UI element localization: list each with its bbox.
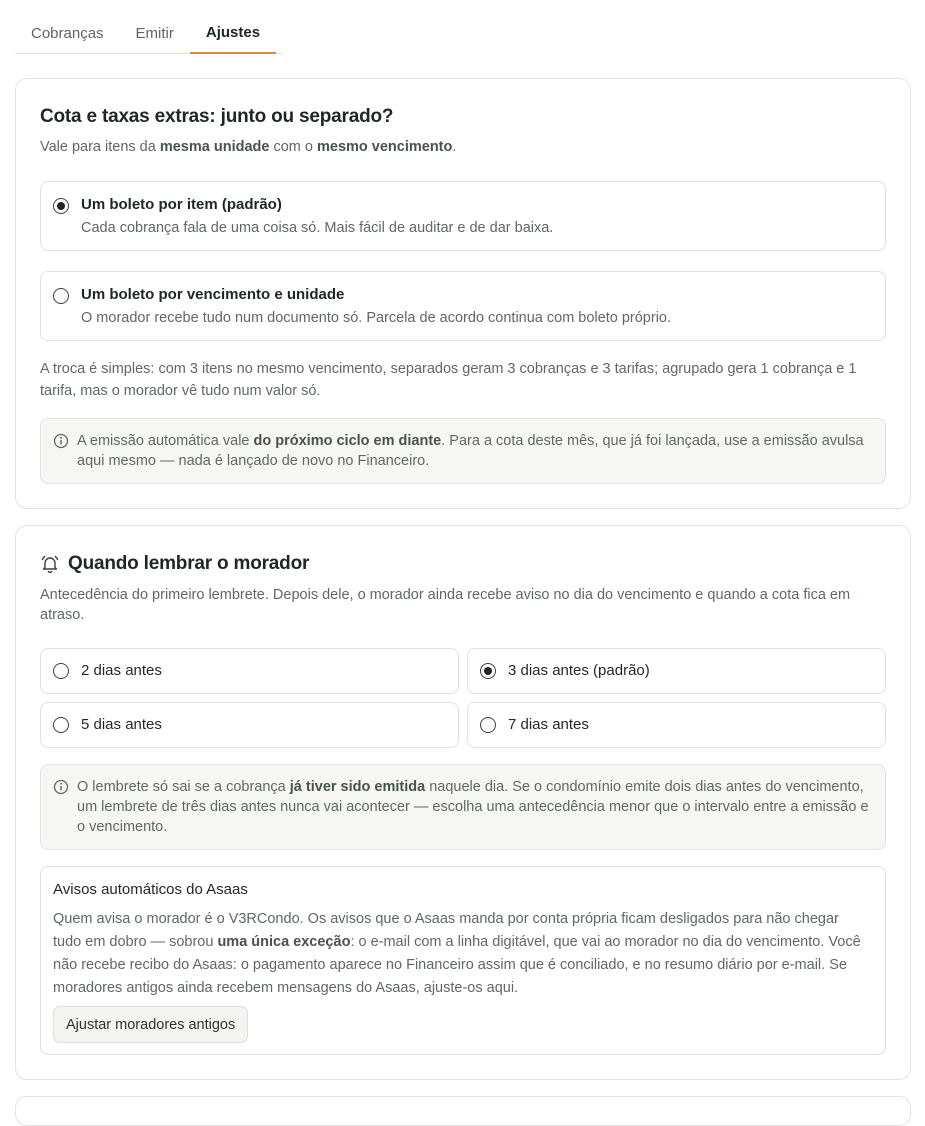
info-bold: já tiver sido emitida bbox=[289, 779, 426, 795]
option-one-slip-per-item[interactable] bbox=[40, 181, 886, 251]
reminder-card bbox=[15, 525, 911, 1080]
reminder-title-row bbox=[40, 553, 886, 575]
reminder-option-2-days[interactable] bbox=[40, 648, 459, 694]
option-description: Cada cobrança fala de uma coisa só. Mais fácil de auditar e de dar baixa. bbox=[81, 220, 554, 236]
subtitle-text: com o bbox=[269, 139, 317, 155]
info-text: naquele dia. Se o condomínio emite dois dias antes do vencimento, um lembrete de três dias antes nunca vai acontecer — escolha uma antecedência menor que o intervalo entre a emissão e o vencimento. bbox=[77, 779, 869, 835]
asaas-notices-title: Avisos automáticos do Asaas bbox=[53, 881, 248, 898]
reminder-info-text bbox=[77, 777, 873, 837]
info-bold: do próximo ciclo em diante bbox=[253, 433, 442, 449]
adjust-old-residents-button[interactable]: Ajustar moradores antigos bbox=[53, 1006, 248, 1043]
info-text: A emissão automática vale bbox=[77, 433, 254, 449]
reminder-option-3-days[interactable] bbox=[467, 648, 886, 694]
tab-emitir[interactable]: Emitir bbox=[135, 25, 174, 42]
reminder-option-7-days[interactable] bbox=[467, 702, 886, 748]
billing-info-box bbox=[40, 418, 886, 484]
reminder-info-box bbox=[40, 764, 886, 850]
option-label: 5 dias antes bbox=[81, 716, 162, 733]
radio-7-days[interactable] bbox=[480, 717, 496, 733]
asaas-notices-text bbox=[53, 908, 871, 1000]
subtitle-text: Vale para itens da bbox=[40, 139, 160, 155]
info-text: O lembrete só sai se a cobrança bbox=[77, 779, 290, 795]
option-label: 2 dias antes bbox=[81, 662, 162, 679]
option-description: O morador recebe tudo num documento só. Parcela de acordo continua com boleto próprio. bbox=[81, 310, 672, 326]
option-title: Um boleto por vencimento e unidade bbox=[81, 286, 345, 303]
next-card bbox=[15, 1096, 911, 1126]
info-icon bbox=[53, 433, 69, 449]
reminder-option-5-days[interactable] bbox=[40, 702, 459, 748]
billing-info-text bbox=[77, 431, 873, 471]
subtitle-bold-same-unit: mesma unidade bbox=[159, 139, 270, 155]
option-title: Um boleto por item (padrão) bbox=[81, 196, 282, 213]
option-label: 3 dias antes (padrão) bbox=[508, 662, 650, 679]
tradeoff-text: A troca é simples: com 3 itens no mesmo vencimento, separados geram 3 cobranças e 3 tarifas; agrupado gera 1 cobrança e 1 tarifa, mas o morador vê tudo num valor só. bbox=[40, 361, 857, 399]
radio-3-days[interactable] bbox=[480, 663, 496, 679]
option-label: 7 dias antes bbox=[508, 716, 589, 733]
billing-grouping-subtitle bbox=[40, 137, 886, 157]
subtitle-bold-same-due-date: mesmo vencimento bbox=[316, 139, 453, 155]
billing-grouping-card bbox=[15, 78, 911, 509]
asaas-notices-box bbox=[40, 866, 886, 1055]
reminder-title: Quando lembrar o morador bbox=[68, 553, 310, 574]
asaas-text: Quem avisa o morador é o V3RCondo. Os avisos que o Asaas manda por conta própria ficam desligados para não chegar tudo em dobro — sobrou bbox=[53, 911, 839, 950]
info-icon bbox=[53, 779, 69, 795]
bell-ring-icon bbox=[40, 554, 60, 574]
tab-ajustes[interactable]: Ajustes bbox=[190, 13, 276, 54]
info-text: . Para a cota deste mês, que já foi lançada, use a emissão avulsa aqui mesmo — nada é lançado de novo no Financeiro. bbox=[77, 433, 864, 469]
asaas-text-bold: uma única exceção bbox=[217, 934, 351, 950]
radio-2-days[interactable] bbox=[53, 663, 69, 679]
radio-one-slip-per-item[interactable] bbox=[53, 198, 69, 214]
asaas-text: : o e-mail com a linha digitável, que vai ao morador no dia do vencimento. Você não recebe recibo do Asaas: o pagamento aparece no Financeiro assim que é conciliado, e no resumo diário por e-mail. Se moradores antigos ainda recebem mensagens do Asaas, ajuste-os aqui. bbox=[53, 934, 861, 996]
subtitle-text: . bbox=[452, 139, 457, 155]
billing-grouping-title: Cota e taxas extras: junto ou separado? bbox=[40, 106, 394, 127]
radio-5-days[interactable] bbox=[53, 717, 69, 733]
option-one-slip-per-due-date[interactable] bbox=[40, 271, 886, 341]
tab-bar bbox=[15, 13, 910, 54]
reminder-subtitle: Antecedência do primeiro lembrete. Depois dele, o morador ainda recebe aviso no dia do vencimento e quando a cota fica em atraso. bbox=[40, 587, 851, 623]
tab-cobrancas[interactable]: Cobranças bbox=[31, 25, 104, 42]
radio-one-slip-per-due-date[interactable] bbox=[53, 288, 69, 304]
